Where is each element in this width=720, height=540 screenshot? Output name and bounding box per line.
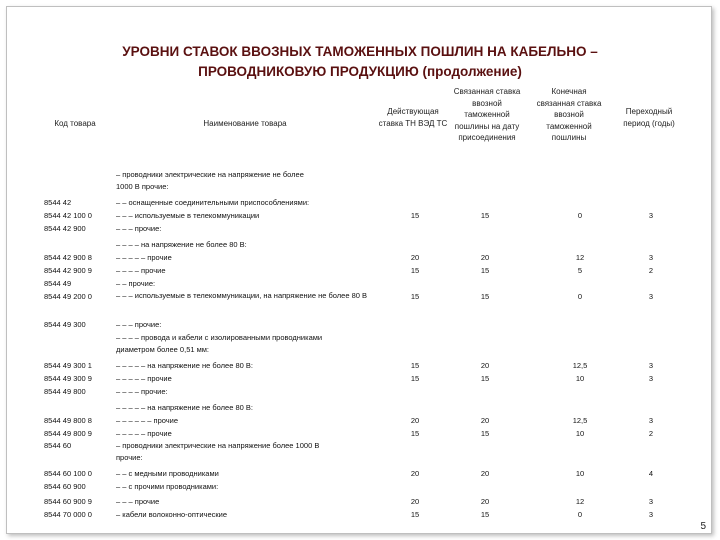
transition-years: 3	[648, 211, 654, 220]
table-row	[0, 359, 720, 372]
transition-years: 3	[648, 416, 654, 425]
page-title	[40, 42, 680, 82]
item-name: – – – – – – прочие	[116, 416, 179, 425]
table-row	[0, 318, 720, 331]
item-name: – – – – – прочие	[116, 374, 172, 383]
final-rate: 12	[575, 253, 585, 262]
item-name: – – с медными проводниками	[116, 469, 219, 478]
item-code: 8544 49 300	[44, 320, 86, 329]
current-rate: 20	[410, 253, 420, 262]
table-row	[0, 480, 720, 493]
transition-years: 3	[648, 361, 654, 370]
item-name: – – – прочие	[116, 497, 160, 506]
table-row	[0, 222, 720, 235]
item-name: – – – используемые в телекоммуникации	[116, 211, 260, 220]
item-name: – – – – – на напряжение не более 80 В:	[116, 403, 253, 412]
header-transition: Переходный период (годы)	[623, 107, 675, 128]
current-rate: 15	[410, 292, 420, 301]
item-name: – – – – – прочие	[116, 429, 172, 438]
item-code: 8544 60	[44, 441, 72, 450]
transition-years: 3	[648, 497, 654, 506]
header-final-rate: Конечная связанная ставка ввозной таможенной пошлины	[536, 87, 602, 142]
item-code: 8544 60 100 0	[44, 469, 92, 478]
item-name: – – – прочие:	[116, 320, 162, 329]
final-rate: 5	[577, 266, 583, 275]
bound-rate: 20	[480, 497, 490, 506]
bound-rate: 20	[480, 361, 490, 370]
item-name: – – – – на напряжение не более 80 В:	[116, 240, 247, 249]
table-row	[0, 180, 720, 193]
table-row	[0, 495, 720, 508]
bound-rate: 20	[480, 469, 490, 478]
item-code: 8544 42	[44, 198, 72, 207]
title-line-1: УРОВНИ СТАВОК ВВОЗНЫХ ТАМОЖЕННЫХ ПОШЛИН НА КАБЕЛЬНО –	[122, 44, 598, 59]
final-rate: 12	[575, 497, 585, 506]
item-code: 8544 70 000 0	[44, 510, 92, 519]
current-rate: 20	[410, 497, 420, 506]
final-rate: 0	[577, 211, 583, 220]
bound-rate: 15	[480, 429, 490, 438]
bound-rate: 15	[480, 510, 490, 519]
item-name: диаметром более 0,51 мм:	[116, 345, 210, 354]
current-rate: 20	[410, 469, 420, 478]
current-rate: 15	[410, 211, 420, 220]
current-rate: 15	[410, 374, 420, 383]
item-name: – кабели волоконно-оптические	[116, 510, 228, 519]
item-name: – – – – провода и кабели с изолированными проводниками	[116, 333, 323, 342]
table-row	[0, 238, 720, 251]
transition-years: 3	[648, 510, 654, 519]
item-name: – – – используемые в телекоммуникации, на напряжение не более 80 В	[116, 291, 368, 300]
table-row	[0, 401, 720, 414]
table-row	[0, 385, 720, 398]
bound-rate: 15	[480, 266, 490, 275]
table-row	[0, 290, 720, 303]
item-code: 8544 49 200 0	[44, 292, 92, 301]
current-rate: 15	[410, 429, 420, 438]
final-rate: 12,5	[572, 361, 588, 370]
bound-rate: 20	[480, 253, 490, 262]
bound-rate: 15	[480, 211, 490, 220]
item-code: 8544 49 300 1	[44, 361, 92, 370]
final-rate: 10	[575, 429, 585, 438]
table-row	[0, 372, 720, 385]
item-code: 8544 42 900 8	[44, 253, 92, 262]
item-name: 1000 В прочие:	[116, 182, 169, 191]
final-rate: 0	[577, 510, 583, 519]
item-name: – – – – – на напряжение не более 80 В:	[116, 361, 253, 370]
item-code: 8544 49 800 9	[44, 429, 92, 438]
item-name: – – – прочие:	[116, 224, 162, 233]
bound-rate: 15	[480, 374, 490, 383]
item-code: 8544 60 900 9	[44, 497, 92, 506]
final-rate: 12,5	[572, 416, 588, 425]
bound-rate: 15	[480, 292, 490, 301]
transition-years: 3	[648, 253, 654, 262]
header-current-rate: Действующая ставка ТН ВЭД ТС	[378, 107, 448, 128]
table-row	[0, 264, 720, 277]
table-row	[0, 467, 720, 480]
final-rate: 10	[575, 374, 585, 383]
table-row	[0, 414, 720, 427]
item-name: прочие:	[116, 453, 143, 462]
item-name: – – оснащенные соединительными приспособлениями:	[116, 198, 310, 207]
table-row	[0, 251, 720, 264]
item-name: – проводники электрические на напряжение более 1000 В	[116, 441, 320, 450]
table-row	[0, 196, 720, 209]
transition-years: 2	[648, 429, 654, 438]
current-rate: 20	[410, 416, 420, 425]
transition-years: 3	[648, 374, 654, 383]
header-code: Код товара	[54, 119, 96, 128]
item-name: – – – – – прочие	[116, 253, 172, 262]
item-code: 8544 42 900 9	[44, 266, 92, 275]
transition-years: 3	[648, 292, 654, 301]
item-code: 8544 49	[44, 279, 72, 288]
table-row	[0, 343, 720, 356]
page-number: 5	[700, 521, 706, 532]
table-row	[0, 451, 720, 464]
item-name: – – прочие:	[116, 279, 156, 288]
final-rate: 10	[575, 469, 585, 478]
item-code: 8544 49 800	[44, 387, 86, 396]
item-code: 8544 49 800 8	[44, 416, 92, 425]
transition-years: 4	[648, 469, 654, 478]
table-row	[0, 508, 720, 521]
item-name: – – – – прочие	[116, 266, 166, 275]
title-line-2: ПРОВОДНИКОВУЮ ПРОДУКЦИЮ (продолжение)	[198, 64, 522, 79]
bound-rate: 20	[480, 416, 490, 425]
item-code: 8544 42 900	[44, 224, 86, 233]
item-code: 8544 49 300 9	[44, 374, 92, 383]
table-row	[0, 277, 720, 290]
table-row	[0, 209, 720, 222]
item-name: – проводники электрические на напряжение не более	[116, 170, 304, 179]
item-name: – – – – прочие:	[116, 387, 168, 396]
current-rate: 15	[410, 266, 420, 275]
current-rate: 15	[410, 510, 420, 519]
final-rate: 0	[577, 292, 583, 301]
item-name: – – с прочими проводниками:	[116, 482, 219, 491]
header-bound-rate: Связанная ставка ввозной таможенной пошлины на дату присоединения	[453, 87, 521, 142]
current-rate: 15	[410, 361, 420, 370]
transition-years: 2	[648, 266, 654, 275]
item-code: 8544 42 100 0	[44, 211, 92, 220]
header-name: Наименование товара	[203, 119, 287, 128]
item-code: 8544 60 900	[44, 482, 86, 491]
